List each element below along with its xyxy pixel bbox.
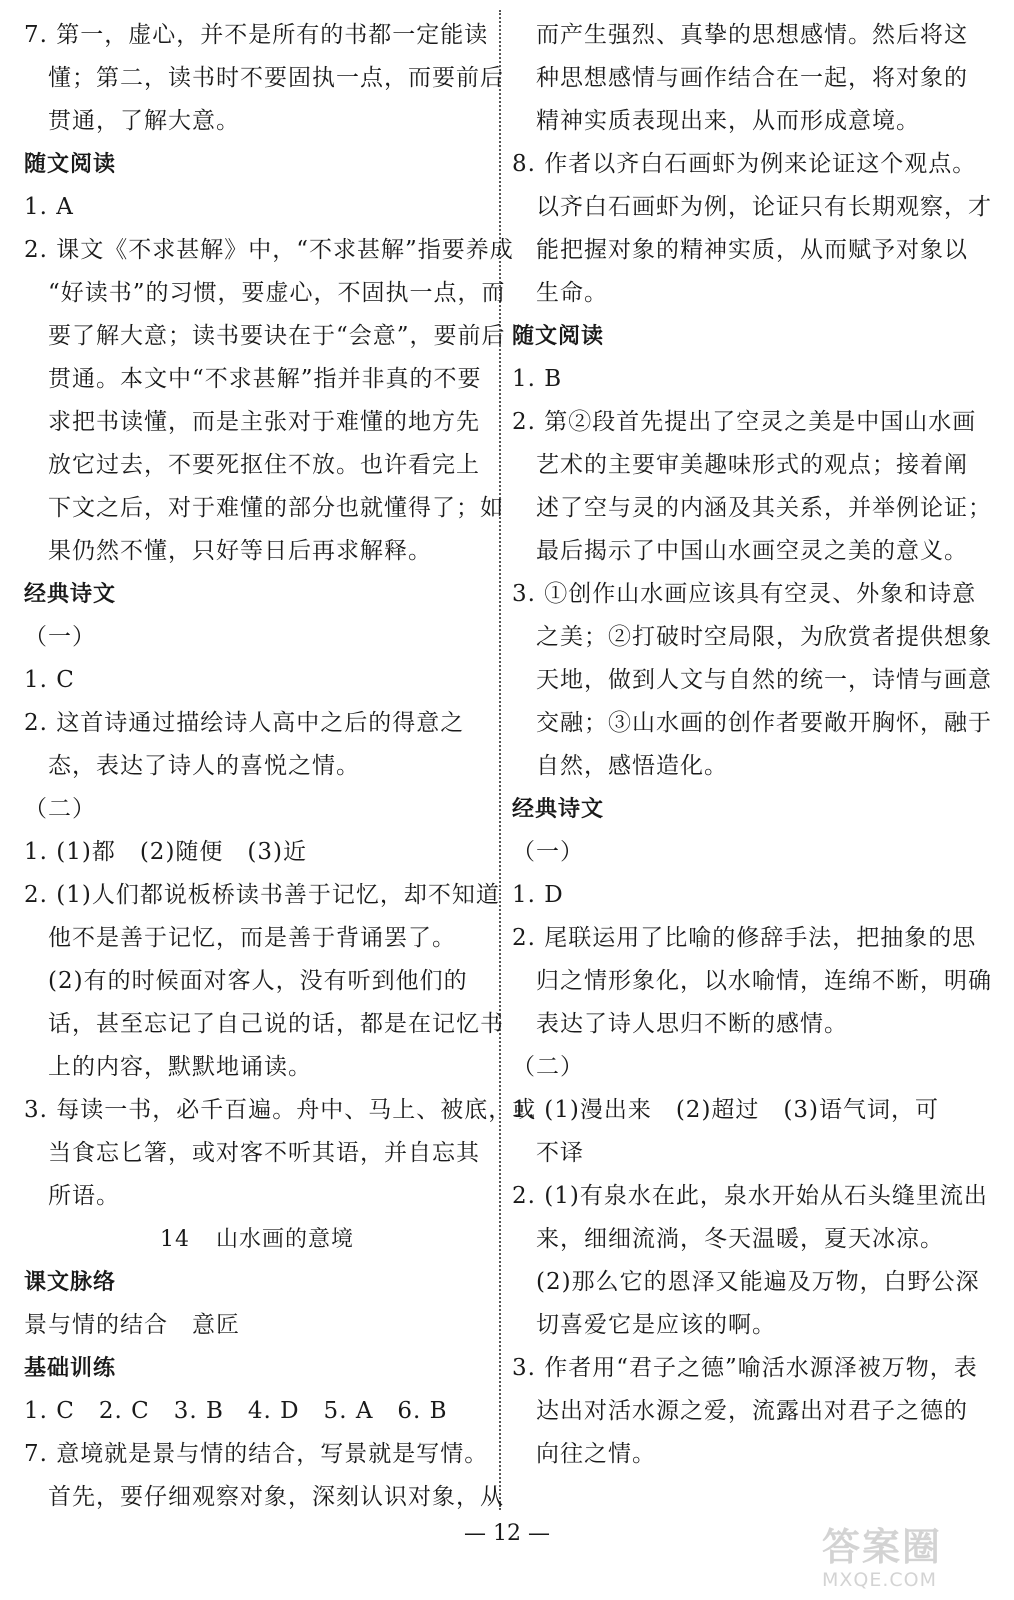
section-heading: 随文阅读 [24, 152, 117, 177]
answer-line: 2. (1)人们都说板桥读书善于记忆，却不知道 [24, 882, 500, 908]
page-number: — 12 — [464, 1521, 550, 1546]
right-column [512, 14, 992, 1476]
answer-line: 1. D [512, 882, 564, 908]
section-heading: 经典诗文 [512, 797, 605, 822]
answer-line: 能把握对象的精神实质，从而赋予对象以 [536, 237, 968, 263]
section-heading: 随文阅读 [512, 324, 605, 349]
answer-line: 而产生强烈、真挚的思想感情。然后将这 [536, 22, 968, 48]
answer-line: 态，表达了诗人的喜悦之情。 [48, 753, 360, 779]
answer-line [24, 1304, 490, 1347]
answer-line: 最后揭示了中国山水画空灵之美的意义。 [536, 538, 968, 564]
answer-line: 话，甚至忘记了自己说的话，都是在记忆书 [48, 1011, 504, 1037]
answer-line: 上的内容，默默地诵读。 [48, 1054, 312, 1080]
answer-line: 放它过去，不要死抠住不放。也许看完上 [48, 452, 480, 478]
answer-line: 表达了诗人思归不断的感情。 [536, 1011, 848, 1037]
answer-line: 7. 第一，虚心，并不是所有的书都一定能读 [24, 22, 489, 48]
left-column [24, 14, 537, 1519]
answer-line: 要了解大意；读书要诀在于“会意”，要前后 [48, 323, 506, 349]
subsection-label: （二） [24, 796, 96, 822]
answer-line: 2. 第②段首先提出了空灵之美是中国山水画 [512, 409, 977, 435]
answer-part: 景与情的结合 [24, 1312, 168, 1338]
answer-line: 以齐白石画虾为例，论证只有长期观察，才 [536, 194, 992, 220]
section-heading: 课文脉络 [24, 1270, 117, 1295]
answer-line: 所语。 [48, 1183, 120, 1209]
answer-line: 天地，做到人文与自然的统一，诗情与画意 [536, 667, 992, 693]
answer-line: 精神实质表现出来，从而形成意境。 [536, 108, 920, 134]
answer-line: 归之情形象化，以水喻情，连绵不断，明确 [536, 968, 992, 994]
subsection-label: （一） [24, 624, 96, 650]
answer-line: 首先，要仔细观察对象，深刻认识对象，从 [48, 1484, 504, 1510]
column-divider [499, 10, 501, 1510]
answer-line: (2)那么它的恩泽又能遍及万物，白野公深 [536, 1269, 980, 1295]
answer-line: 之美；②打破时空局限，为欣赏者提供想象 [536, 624, 992, 650]
answer-line: 1. (1)漫出来 (2)超过 (3)语气词，可 [512, 1097, 939, 1123]
answer-line: 贯通。本文中“不求甚解”指并非真的不要 [48, 366, 482, 392]
subsection-label: （二） [512, 1054, 584, 1080]
lesson-name: 山水画的意境 [215, 1227, 354, 1252]
answer-line: “好读书”的习惯，要虚心，不固执一点，而 [48, 280, 506, 306]
answer-line: 生命。 [536, 280, 608, 306]
answer-line: 1. C 2. C 3. B 4. D 5. A 6. B [24, 1398, 448, 1424]
answer-line: 来，细细流淌，冬天温暖，夏天冰凉。 [536, 1226, 944, 1252]
answer-line: 切喜爱它是应该的啊。 [536, 1312, 776, 1338]
answer-line: 贯通，了解大意。 [48, 108, 240, 134]
answer-line: 他不是善于记忆，而是善于背诵罢了。 [48, 925, 456, 951]
answer-line: 8. 作者以齐白石画虾为例来论证这个观点。 [512, 151, 977, 177]
answer-line: 当食忘匕箸，或对客不听其语，并自忘其 [48, 1140, 480, 1166]
answer-line: 7. 意境就是景与情的结合，写景就是写情。 [24, 1441, 489, 1467]
answer-line: 向往之情。 [536, 1441, 656, 1467]
answer-line: 3. 作者用“君子之德”喻活水源泽被万物，表 [512, 1355, 978, 1381]
answer-line: 求把书读懂，而是主张对于难懂的地方先 [48, 409, 480, 435]
answer-line: 述了空与灵的内涵及其关系，并举例论证； [536, 495, 992, 521]
answer-line: 2. 这首诗通过描绘诗人高中之后的得意之 [24, 710, 465, 736]
answer-line: 懂；第二，读书时不要固执一点，而要前后 [48, 65, 504, 91]
section-heading: 经典诗文 [24, 582, 117, 607]
answer-line: 果仍然不懂，只好等日后再求解释。 [48, 538, 432, 564]
answer-line: 交融；③山水画的创作者要敞开胸怀，融于 [536, 710, 992, 736]
answer-line: 1. (1)都 (2)随便 (3)近 [24, 839, 307, 865]
answer-line: 不译 [536, 1140, 584, 1166]
answer-line: 2. 尾联运用了比喻的修辞手法，把抽象的思 [512, 925, 977, 951]
watermark-url: MXQE.COM [822, 1569, 938, 1591]
answer-line: 达出对活水源之爱，流露出对君子之德的 [536, 1398, 968, 1424]
answer-line: 1. C [24, 667, 75, 693]
answer-line: 2. (1)有泉水在此，泉水开始从石头缝里流出 [512, 1183, 988, 1209]
answer-line: 1. A [24, 194, 74, 220]
answer-line: 艺术的主要审美趣味形式的观点；接着阐 [536, 452, 968, 478]
section-heading: 基础训练 [24, 1356, 117, 1381]
answer-line: 下文之后，对于难懂的部分也就懂得了；如 [48, 495, 504, 521]
subsection-label: （一） [512, 839, 584, 865]
answer-line: (2)有的时候面对客人，没有听到他们的 [48, 968, 468, 994]
watermark-text: 答案圈 [822, 1525, 943, 1569]
answer-line: 2. 课文《不求甚解》中，“不求甚解”指要养成 [24, 237, 514, 263]
answer-line: 1. B [512, 366, 563, 392]
answer-line: 种思想感情与画作结合在一起，将对象的 [536, 65, 968, 91]
lesson-number: 14 [159, 1227, 190, 1252]
answer-line: 3. ①创作山水画应该具有空灵、外象和诗意 [512, 581, 977, 607]
answer-line: 3. 每读一书，必千百遍。舟中、马上、被底，或 [24, 1097, 537, 1123]
watermark-logo [822, 1525, 1004, 1595]
answer-line: 自然，感悟造化。 [536, 753, 728, 779]
lesson-title [24, 1218, 490, 1261]
answer-part: 意匠 [192, 1312, 240, 1338]
